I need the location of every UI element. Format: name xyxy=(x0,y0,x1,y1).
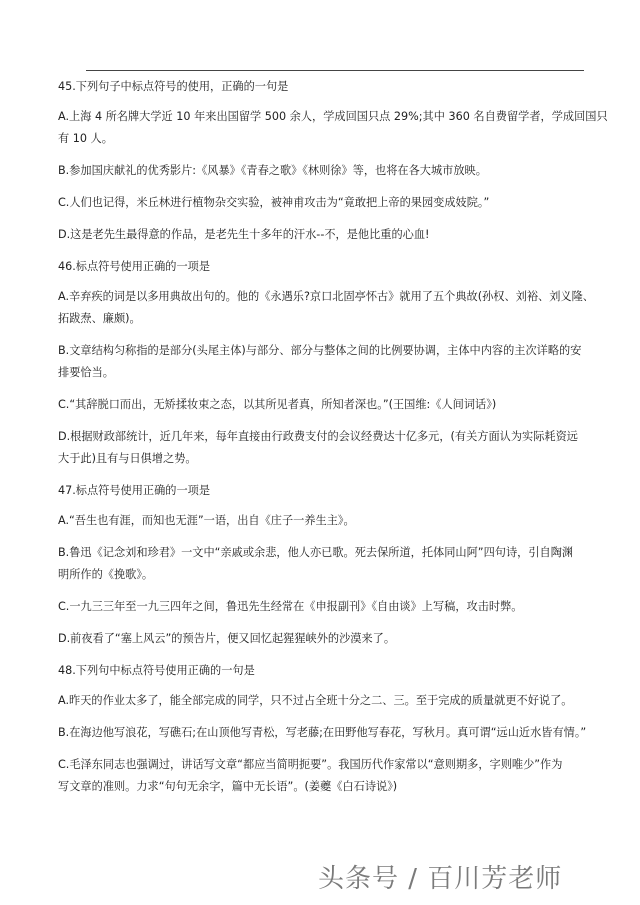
option-b: B.鲁迅《记念刘和珍君》一文中“亲戚或余悲，他人亦已歌。死去保所道，托体同山阿”四句诗，引自陶渊 xyxy=(58,546,574,559)
option-c: C.“其辞脱口而出，无矫揉妆束之态，以其所见者真，所知者深也。”(王国维:《人间词话》) xyxy=(58,398,497,411)
option-b: B.在海边他写浪花，写礁石;在山顶他写青松，写老藤;在田野他写春花，写秋月。真可谓“远山近水皆有情。” xyxy=(58,726,587,739)
option-a: A.上海 4 所名牌大学近 10 年来出国留学 500 余人，学成回国只点 29%;其中 360 名自费留学者，学成回国只 xyxy=(58,110,608,123)
option-c: C.一九三三年至一九三四年之间，鲁迅先生经常在《申报副刊》《自由谈》上写稿，攻击时弊。 xyxy=(58,600,523,613)
question-stem: 46.标点符号使用正确的一项是 xyxy=(58,260,211,273)
option-d: D.这是老先生最得意的作品，是老先生十多年的汗水--不，是他比重的心血! xyxy=(58,228,430,241)
option-b: B.文章结构匀称指的是部分(头尾主体)与部分、部分与整体之间的比例要协调，主体中内容的主次详略的安 xyxy=(58,344,582,357)
watermark: 头条号 / 百川芳老师 xyxy=(318,864,563,894)
question-45 xyxy=(58,76,608,246)
top-rule xyxy=(86,70,584,71)
question-stem: 47.标点符号使用正确的一项是 xyxy=(58,484,211,497)
option-b-continued: 明所作的《挽歌》。 xyxy=(58,568,154,581)
option-c: C.毛泽东同志也强调过，讲话写文章“都应当简明扼要”。我国历代作家常以“意则期多，字则唯少”作为 xyxy=(58,758,563,771)
option-a-continued: 拓跋焘、廉颇)。 xyxy=(58,312,141,325)
option-b: B.参加国庆献礼的优秀影片:《风暴》《青春之歌》《林则徐》等，也将在各大城市放映。 xyxy=(58,164,487,177)
question-stem: 45.下列句子中标点符号的使用，正确的一句是 xyxy=(58,80,289,93)
question-stem: 48.下列句中标点符号使用正确的一句是 xyxy=(58,664,255,677)
option-c: C.人们也记得，米丘林进行植物杂交实验，被神甫攻击为“竟敢把上帝的果园变成妓院。” xyxy=(58,196,490,209)
question-46 xyxy=(58,256,594,470)
option-c-continued: 写文章的准则。力求“句句无余字，篇中无长语”。(姜夔《白石诗说》) xyxy=(58,780,398,793)
option-a: A.辛弃疾的词是以多用典故出句的。他的《永遇乐?京口北固亭怀古》就用了五个典故(孙权、刘裕、刘义隆、 xyxy=(58,290,594,303)
option-b-continued: 排要恰当。 xyxy=(58,366,114,379)
document-body xyxy=(58,76,608,798)
option-d: D.前夜看了“塞上风云”的预告片，便又回忆起猩猩峡外的沙漠来了。 xyxy=(58,632,396,645)
question-48 xyxy=(58,660,590,798)
option-a: A.昨天的作业太多了，能全部完成的同学，只不过占全班十分之二、三。至于完成的质量就更不好说了。 xyxy=(58,694,573,707)
option-d: D.根据财政部统计，近几年来，每年直接由行政费支付的会议经费达十亿多元，(有关方面认为实际耗资远 xyxy=(58,430,578,443)
option-d-continued: 大于此)且有与日俱增之势。 xyxy=(58,452,197,465)
option-a: A.“吾生也有涯，而知也无涯”一语，出自《庄子一养生主》。 xyxy=(58,514,355,527)
option-a-continued: 有 10 人。 xyxy=(58,132,113,145)
question-47 xyxy=(58,480,590,650)
